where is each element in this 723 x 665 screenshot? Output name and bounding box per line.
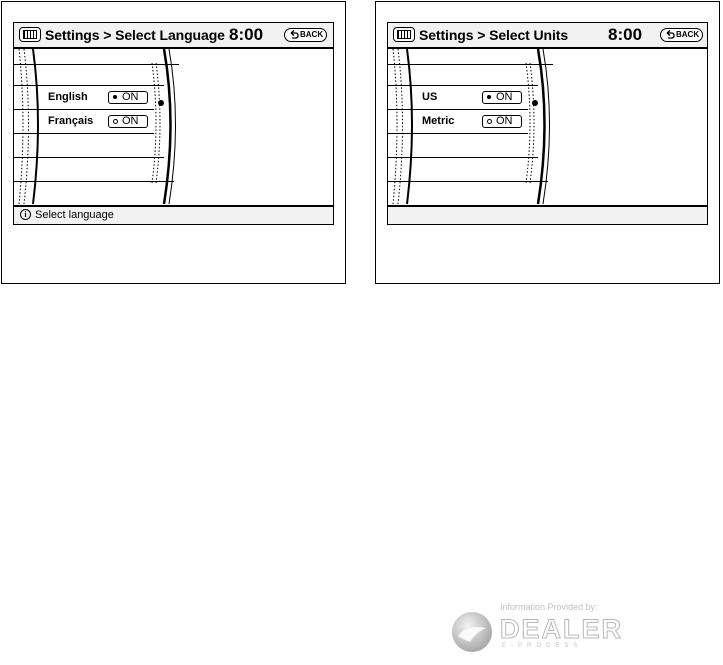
dealer-logo-icon	[450, 610, 494, 654]
hollow-dot-icon	[487, 119, 492, 124]
status-bar	[14, 205, 333, 224]
toggle-text: ON	[122, 115, 139, 127]
language-screen	[13, 22, 334, 225]
back-label: BACK	[300, 30, 324, 39]
row-divider	[388, 181, 548, 182]
toggle-francais[interactable]	[108, 115, 148, 128]
watermark-subtitle: E-PROCESS	[502, 643, 583, 649]
left-panel	[1, 1, 346, 284]
row-divider	[388, 109, 528, 110]
breadcrumb: Settings > Select Units	[419, 27, 569, 43]
option-list	[388, 49, 707, 205]
back-label: BACK	[676, 30, 700, 39]
clock: 8:00	[608, 25, 643, 44]
option-label-francais: Français	[48, 115, 94, 127]
row-divider	[388, 64, 553, 65]
row-divider	[14, 64, 179, 65]
row-divider	[14, 109, 154, 110]
toggle-text: ON	[122, 91, 139, 103]
menu-icon[interactable]	[19, 27, 41, 42]
row-divider	[14, 133, 154, 134]
filled-dot-icon	[487, 95, 491, 99]
row-divider	[388, 157, 538, 158]
breadcrumb: Settings > Select Language	[45, 27, 225, 43]
right-panel	[375, 1, 720, 284]
status-bar	[388, 205, 707, 224]
info-icon: i	[20, 209, 31, 220]
toggle-english[interactable]	[108, 91, 148, 104]
status-text: Select language	[35, 209, 114, 221]
watermark-caption: Information Provided by:	[500, 602, 598, 612]
menu-icon[interactable]	[393, 27, 415, 42]
row-divider	[388, 133, 528, 134]
clock: 8:00	[229, 25, 264, 44]
row-divider	[388, 85, 538, 86]
row-divider	[14, 85, 164, 86]
filled-dot-icon	[113, 95, 117, 99]
back-arrow-icon	[665, 30, 675, 39]
toggle-us[interactable]	[482, 91, 522, 104]
back-button[interactable]	[284, 28, 327, 42]
units-screen	[387, 22, 708, 225]
toggle-text: ON	[496, 115, 513, 127]
screen-header	[14, 23, 333, 49]
option-list	[14, 49, 333, 205]
watermark	[450, 602, 660, 662]
option-label-us: US	[422, 91, 438, 103]
back-button[interactable]	[660, 28, 703, 42]
toggle-text: ON	[496, 91, 513, 103]
watermark-brand: DEALER	[500, 614, 624, 644]
option-label-metric: Metric	[422, 115, 455, 127]
hollow-dot-icon	[113, 119, 118, 124]
back-arrow-icon	[289, 30, 299, 39]
option-label-english: English	[48, 91, 88, 103]
row-divider	[14, 157, 164, 158]
toggle-metric[interactable]	[482, 115, 522, 128]
row-divider	[14, 181, 174, 182]
screen-header	[388, 23, 707, 49]
